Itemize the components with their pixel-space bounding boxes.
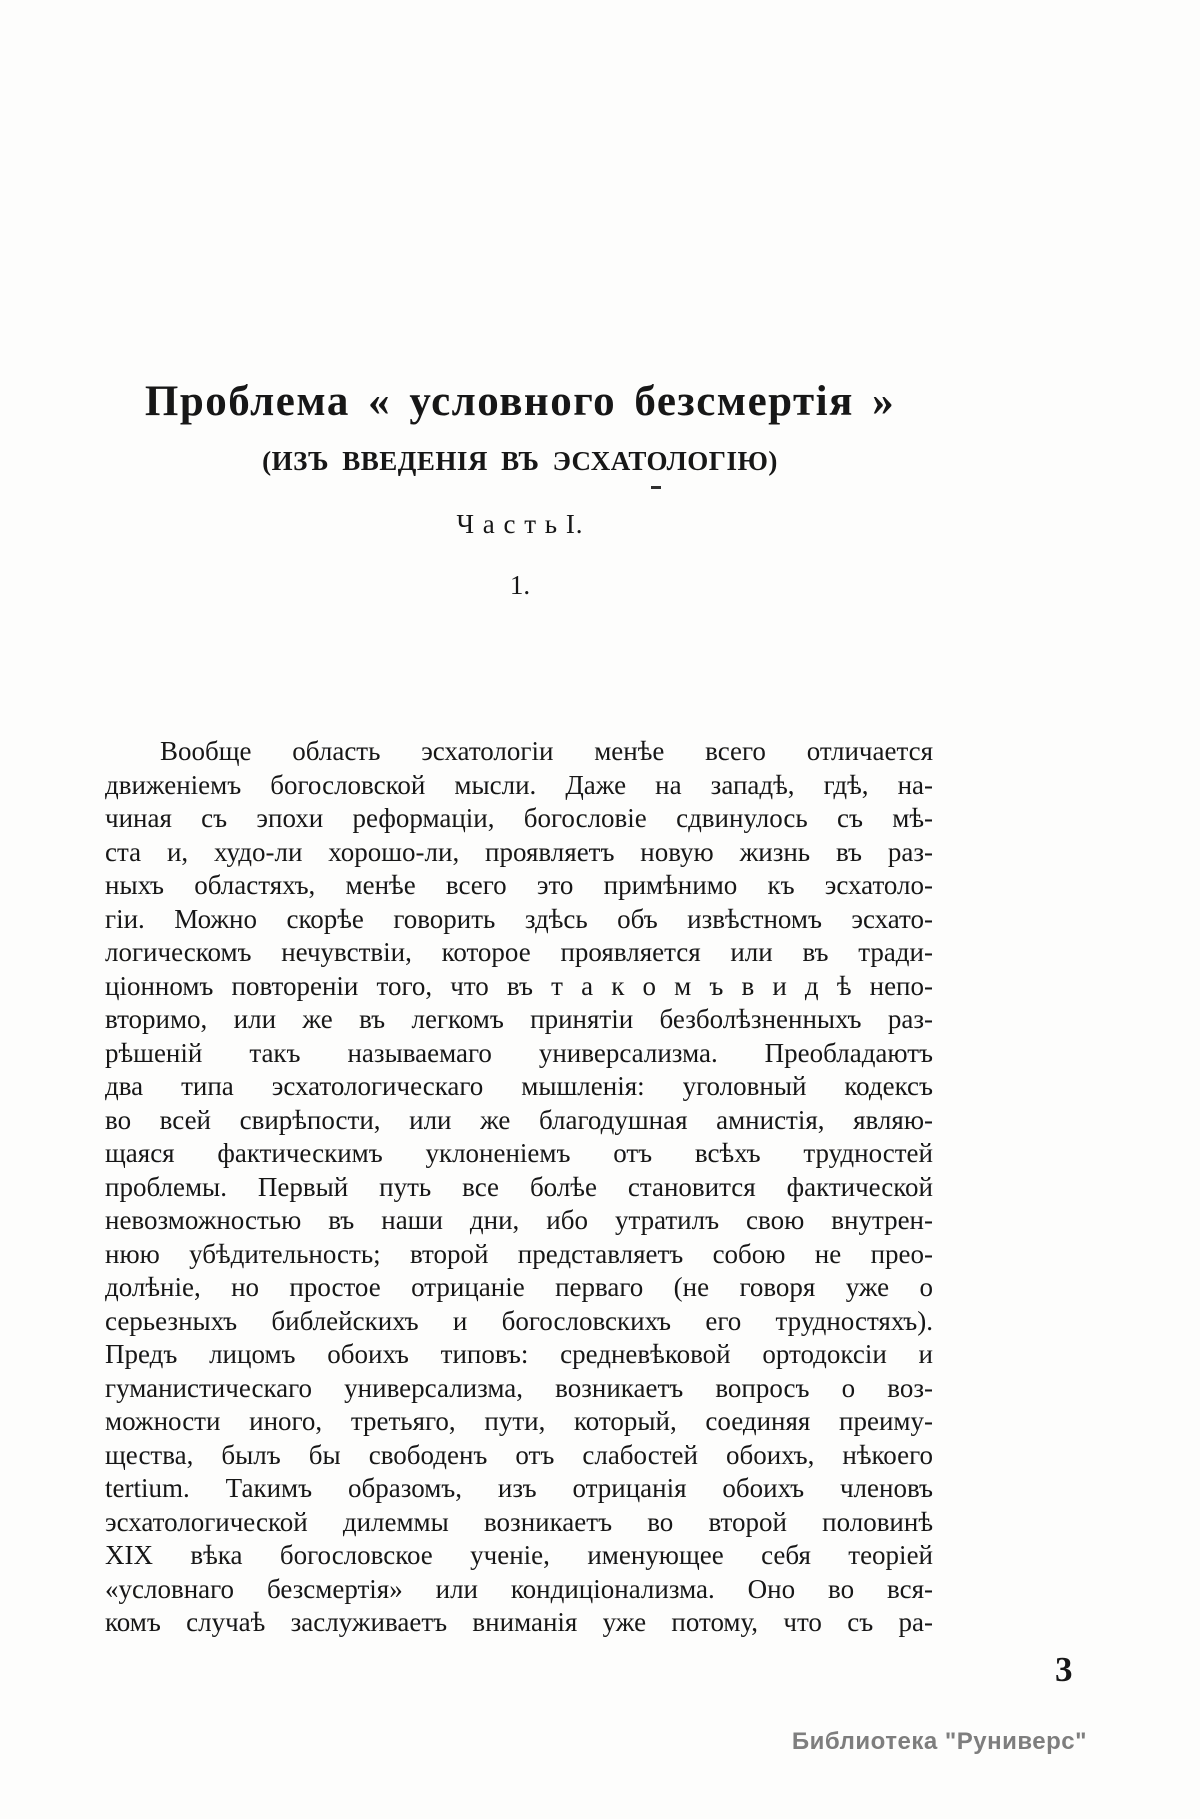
text-line: эсхатологической дилеммы возникаетъ во второй половинѣ [105, 1506, 933, 1537]
text-line: долѣніе, но простое отрицаніе перваго (не говоря уже о [105, 1272, 933, 1302]
text-line: чиная съ эпохи реформаціи, богословіе сдвинулось съ мѣ- [105, 803, 933, 833]
section-number: 1. [509, 570, 531, 600]
text-line: ста и, худо-ли хорошо-ли, проявляетъ новую жизнь въ раз- [105, 836, 933, 867]
text-line: Предъ лицомъ обоихъ типовъ: средневѣковой ортодоксіи и [105, 1339, 933, 1369]
text-line: вторимо, или же въ легкомъ принятіи безболѣзненныхъ раз- [105, 1004, 933, 1034]
part-heading: Ч а с т ь I. [456, 509, 584, 539]
page-number: 3 [1055, 1650, 1073, 1689]
text-line: логическомъ нечувствіи, которое проявляется или въ тради- [105, 937, 933, 967]
text-line: щества, былъ бы свободенъ отъ слабостей обоихъ, нѣкоего [105, 1439, 933, 1470]
library-watermark: Библиотека "Руниверс" [791, 1728, 1087, 1755]
text-line: проблемы. Первый путь все болѣе становится фактической [105, 1171, 933, 1202]
text-line: гіи. Можно скорѣе говорить здѣсь объ извѣстномъ эсхато- [105, 903, 933, 934]
text-line: комъ случаѣ заслуживаетъ вниманія уже потому, что съ ра- [105, 1607, 933, 1637]
text-line: XIX вѣка богословское ученіе, именующее себя теоріей [105, 1540, 933, 1570]
text-line: два типа эсхатологическаго мышленія: уголовный кодексъ [105, 1071, 933, 1101]
text-line: движеніемъ богословской мысли. Даже на западѣ, гдѣ, на- [105, 769, 933, 800]
page-subtitle: (ИЗЪ ВВЕДЕНІЯ ВЪ ЭСХАТОЛОГІЮ) [262, 446, 778, 476]
text-line: tertium. Такимъ образомъ, изъ отрицанія обоихъ членовъ [105, 1473, 933, 1503]
text-line: «условнаго безсмертія» или кондиціонализма. Оно во вся- [105, 1573, 933, 1604]
text-line: во всей свирѣпости, или же благодушная амнистія, являю- [105, 1104, 933, 1135]
text-line: рѣшеній такъ называемаго универсализма. Преобладаютъ [105, 1037, 933, 1068]
text-line: невозможностью въ наши дни, ибо утратилъ свою внутрен- [105, 1205, 933, 1235]
scan-artifact-dash [651, 486, 661, 489]
text-line: ціонномъ повтореніи того, что въ т а к о м ъ в и д ѣ непо- [105, 970, 933, 1001]
page-title: Проблема « условного безсмертія » [144, 377, 896, 425]
body-text [105, 735, 933, 1640]
text-line: Вообще область эсхатологіи менѣе всего отличается [160, 736, 933, 766]
text-line: нюю убѣдительность; второй представляетъ собою не прео- [105, 1238, 933, 1269]
text-line: щаяся фактическимъ уклоненіемъ отъ всѣхъ трудностей [105, 1138, 933, 1168]
text-line: можности иного, третьяго, пути, который, соединяя преиму- [105, 1406, 933, 1436]
text-line: ныхъ областяхъ, менѣе всего это примѣнимо къ эсхатоло- [105, 870, 933, 900]
text-line: серьезныхъ библейскихъ и богословскихъ его трудностяхъ). [105, 1305, 933, 1336]
text-line: гуманистическаго универсализма, возникаетъ вопросъ о воз- [105, 1372, 933, 1403]
